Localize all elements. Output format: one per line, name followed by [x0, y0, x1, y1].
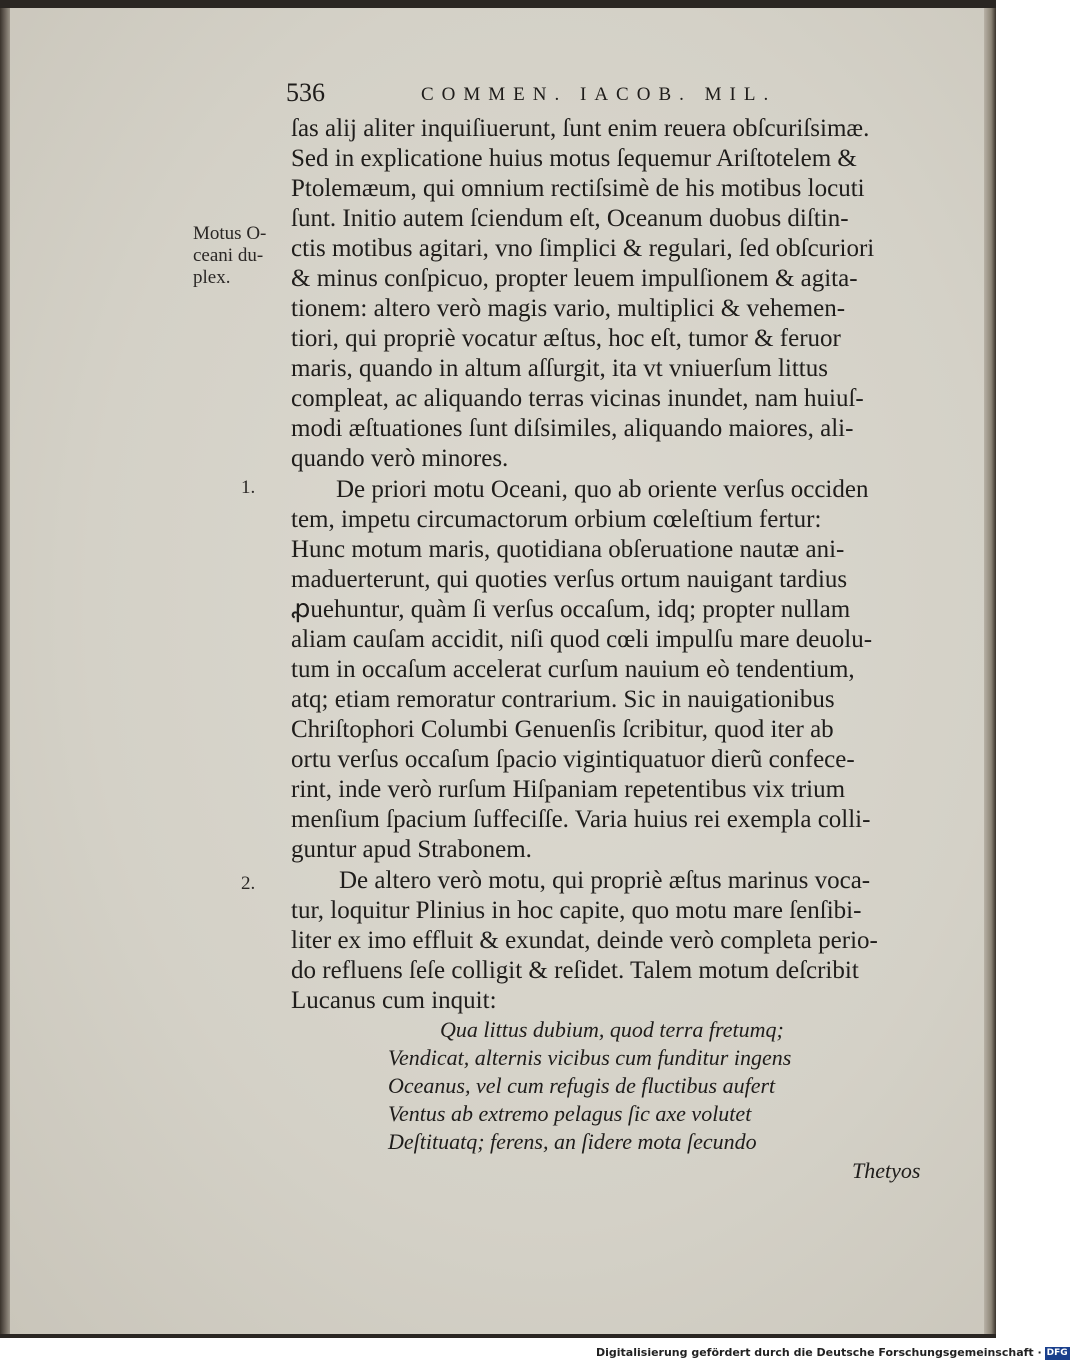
- page-number: 536: [286, 78, 325, 107]
- text-line: maris, quando in altum aſſurgit, ita vt vniuerſum littus: [291, 355, 828, 382]
- text-line: Ptolemæum, qui omnium rectiſsimè de his motibus locuti: [291, 175, 865, 202]
- text-line: ſunt. Initio autem ſciendum eſt, Oceanum duobus diſtin-: [291, 205, 849, 232]
- text-line: De priori motu Oceani, quo ab oriente verſus occiden: [336, 476, 869, 503]
- text-line: modi æſtuationes ſunt diſsimiles, aliquando maiores, ali-: [291, 415, 854, 442]
- running-title: COMMEN. IACOB. MIL.: [421, 84, 777, 105]
- footer-text: Digitalisierung gefördert durch die Deutsche Forschungsgemeinschaft ·: [596, 1346, 1042, 1359]
- margin-note-motus: [193, 223, 266, 289]
- text-line: ctis motibus agitari, vno ſimplici & regulari, ſed obſcuriori: [291, 235, 875, 262]
- text-line: menſium ſpacium ſuffeciſſe. Varia huius rei exempla colli-: [291, 806, 871, 833]
- text-line: compleat, ac aliquando terras vicinas inundet, nam huiuſ-: [291, 385, 864, 412]
- verse-line: Qua littus dubium, quod terra fretumq;: [440, 1017, 784, 1042]
- text-line: guntur apud Strabonem.: [291, 836, 532, 863]
- verse-line: Deſtituatq; ferens, an ſidere mota ſecundo: [388, 1129, 757, 1154]
- verse-line: Vendicat, alternis vicibus cum funditur ingens: [388, 1045, 792, 1070]
- verse-line: Oceanus, vel cum refugis de fluctibus aufert: [388, 1073, 776, 1098]
- page-left-edge: [0, 8, 10, 1334]
- page-right-edge: [984, 8, 996, 1334]
- dfg-logo: DFG: [1046, 1347, 1068, 1358]
- text-line: maduerterunt, qui quoties verſus ortum nauigant tardius: [291, 566, 848, 593]
- page-header: [286, 78, 846, 118]
- text-line: rint, inde verò rurſum Hiſpaniam repetentibus vix trium: [291, 776, 846, 803]
- text-line: aliam cauſam accidit, niſi quod cœli impulſu mare deuolu-: [291, 626, 873, 653]
- margin-note-line: Motus O-: [193, 223, 267, 244]
- text-line: quando verò minores.: [291, 445, 509, 472]
- text-line: ꝓuehuntur, quàm ſi verſus occaſum, idq; propter nullam: [291, 596, 851, 623]
- verse-line: Ventus ab extremo pelagus ſic axe volutet: [388, 1101, 752, 1126]
- margin-number-2: 2.: [241, 873, 256, 894]
- text-line: do refluens ſeſe colligit & reſidet. Talem motum deſcribit: [291, 957, 859, 984]
- margin-number-1: 1.: [241, 477, 256, 498]
- text-line: ſas alij aliter inquiſiuerunt, ſunt enim reuera obſcuriſsimæ.: [291, 115, 870, 142]
- text-line: tiori, qui propriè vocatur æſtus, hoc eſt, tumor & feruor: [291, 325, 841, 352]
- text-line: tur, loquitur Plinius in hoc capite, quo motu mare ſenſibi-: [291, 897, 862, 924]
- margin-note-line: plex.: [193, 267, 231, 288]
- text-line: liter ex imo effluit & exundat, deinde verò completa perio-: [291, 927, 878, 954]
- text-line: atq; etiam remoratur contrarium. Sic in nauigationibus: [291, 686, 835, 713]
- text-line: De altero verò motu, qui propriè æſtus marinus voca-: [339, 867, 871, 894]
- text-line: & minus conſpicuo, propter leuem impulſionem & agita-: [291, 265, 858, 292]
- text-line: Lucanus cum inquit:: [291, 987, 497, 1014]
- catchword: Thetyos: [852, 1158, 921, 1183]
- text-line: Sed in explicatione huius motus ſequemur Ariſtotelem &: [291, 145, 857, 172]
- text-line: Chriſtophori Columbi Genuenſis ſcribitur, quod iter ab: [291, 716, 834, 743]
- text-line: tionem: altero verò magis vario, multiplici & vehemen-: [291, 295, 846, 322]
- digitization-footer: [596, 1343, 1068, 1362]
- margin-note-line: ceani du-: [193, 245, 264, 266]
- text-line: Hunc motum maris, quotidiana obſeruatione nautæ ani-: [291, 536, 845, 563]
- text-line: tum in occaſum accelerat curſum nauium eò tendentium,: [291, 656, 855, 683]
- verse-quotation: [388, 1016, 791, 1156]
- text-line: tem, impetu circumactorum orbium cœleſtium fertur:: [291, 506, 822, 533]
- text-line: ortu verſus occaſum ſpacio vigintiquatuor dierũ confece-: [291, 746, 855, 773]
